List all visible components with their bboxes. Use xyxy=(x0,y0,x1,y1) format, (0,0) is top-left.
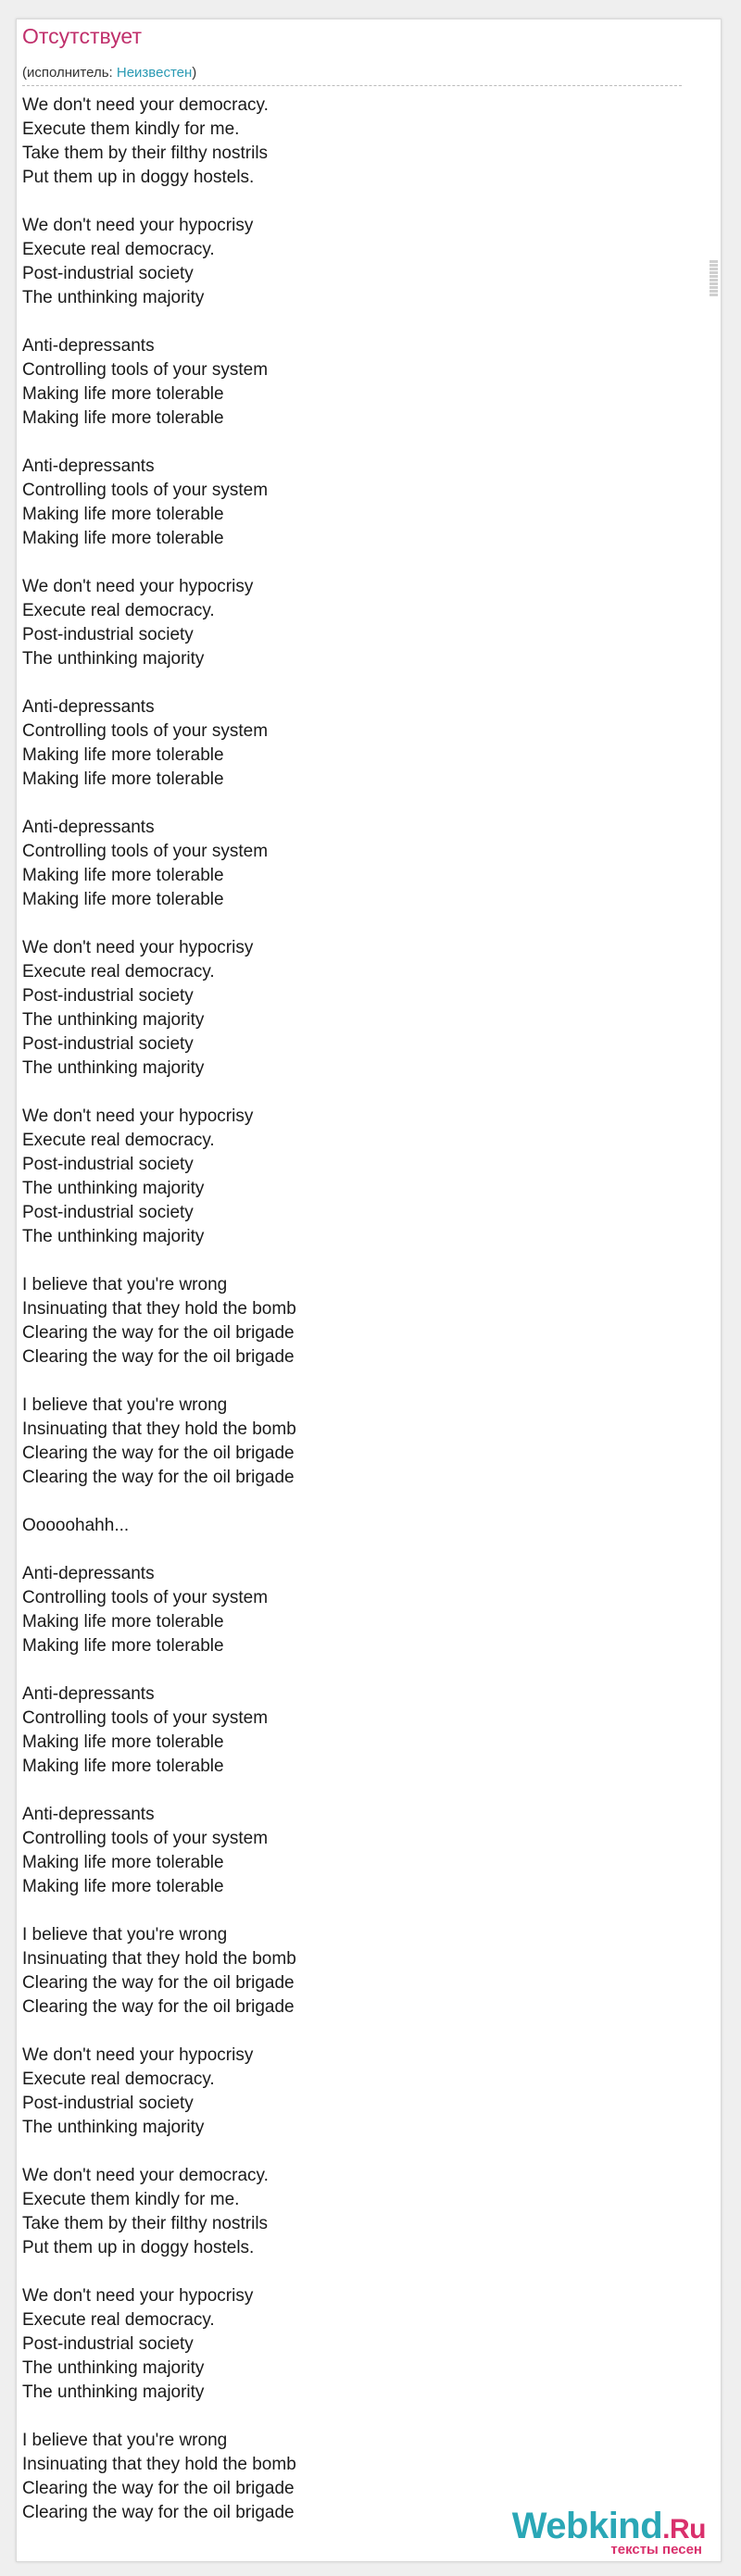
page-edge-tick xyxy=(710,264,718,267)
logo-tagline: тексты песен xyxy=(610,2542,702,2557)
lyric-line: Controlling tools of your system xyxy=(22,1708,269,1728)
lyric-line: Controlling tools of your system xyxy=(22,1829,269,1848)
title-divider xyxy=(22,85,682,86)
lyric-line: Making life more tolerable xyxy=(22,866,224,885)
lyric-line: We don't need your hypocrisy xyxy=(22,938,254,957)
lyric-line: Anti-depressants xyxy=(22,456,155,476)
lyrics-stanza xyxy=(22,2284,682,2405)
lyric-line: Making life more tolerable xyxy=(22,769,224,789)
lyric-line: Clearing the way for the oil brigade xyxy=(22,1973,295,1993)
lyric-line: Making life more tolerable xyxy=(22,505,224,524)
lyric-line: Anti-depressants xyxy=(22,1805,155,1824)
logo-tld: .Ru xyxy=(662,2514,706,2545)
lyrics-stanza xyxy=(22,94,682,190)
page-edge-tick xyxy=(710,294,718,296)
lyric-line: Clearing the way for the oil brigade xyxy=(22,1468,295,1487)
lyrics-stanza xyxy=(22,1923,682,2020)
artist-line xyxy=(22,64,196,82)
lyric-line: The unthinking majority xyxy=(22,1227,205,1246)
lyric-line: Making life more tolerable xyxy=(22,1636,224,1656)
lyrics-stanza xyxy=(22,334,682,431)
lyric-line: Insinuating that they hold the bomb xyxy=(22,1419,296,1439)
lyric-line: I believe that you're wrong xyxy=(22,1395,228,1415)
logo-main-text: Webkind xyxy=(511,2506,663,2546)
lyrics-stanza xyxy=(22,214,682,310)
lyrics-stanza xyxy=(22,695,682,792)
lyric-line: Controlling tools of your system xyxy=(22,842,269,861)
lyric-line: Insinuating that they hold the bomb xyxy=(22,1299,296,1319)
lyric-line: Clearing the way for the oil brigade xyxy=(22,1444,295,1463)
lyric-line: We don't need your hypocrisy xyxy=(22,1107,254,1126)
lyric-line: Execute real democracy. xyxy=(22,2310,215,2330)
lyric-line: I believe that you're wrong xyxy=(22,1275,228,1294)
lyric-line: Making life more tolerable xyxy=(22,1877,224,1896)
artist-prefix: (исполнитель: xyxy=(22,65,117,81)
lyric-line: We don't need your hypocrisy xyxy=(22,577,254,596)
lyric-line: Making life more tolerable xyxy=(22,408,224,428)
site-logo[interactable] xyxy=(511,2504,722,2559)
artist-link[interactable]: Неизвестен xyxy=(116,65,193,81)
lyric-line: The unthinking majority xyxy=(22,2358,205,2378)
lyric-line: The unthinking majority xyxy=(22,2118,205,2137)
page-edge-tick xyxy=(710,290,718,293)
lyric-line: Post-industrial society xyxy=(22,2094,194,2113)
lyric-line: Post-industrial society xyxy=(22,625,194,644)
lyric-line: We don't need your democracy. xyxy=(22,2166,269,2185)
lyric-line: The unthinking majority xyxy=(22,1179,205,1198)
artist-suffix: ) xyxy=(192,65,197,81)
lyric-line: We don't need your hypocrisy xyxy=(22,2045,254,2065)
lyric-line: Anti-depressants xyxy=(22,1564,155,1583)
lyric-line: Making life more tolerable xyxy=(22,745,224,765)
lyric-line: Put them up in doggy hostels. xyxy=(22,168,255,187)
page-edge-tick xyxy=(710,268,718,270)
lyric-line: Making life more tolerable xyxy=(22,1757,224,1776)
lyric-line: Ooooohahh... xyxy=(22,1516,130,1535)
lyric-line: Making life more tolerable xyxy=(22,1612,224,1632)
song-title: Отсутствует xyxy=(22,24,142,48)
lyric-line: Post-industrial society xyxy=(22,1034,194,1054)
lyrics-stanza xyxy=(22,936,682,1081)
lyrics-body xyxy=(22,94,682,2525)
lyrics-stanza xyxy=(22,1394,682,1490)
lyric-line: Controlling tools of your system xyxy=(22,721,269,741)
page-edge-tick xyxy=(710,271,718,274)
lyric-line: We don't need your hypocrisy xyxy=(22,216,254,235)
lyric-line: Controlling tools of your system xyxy=(22,360,269,380)
lyrics-stanza xyxy=(22,2164,682,2260)
page-edge-tick xyxy=(710,279,718,281)
page-edge-tick xyxy=(710,282,718,285)
lyric-line: Clearing the way for the oil brigade xyxy=(22,1347,295,1367)
lyric-line: Anti-depressants xyxy=(22,697,155,717)
lyrics-stanza xyxy=(22,1803,682,1899)
lyrics-stanza xyxy=(22,1562,682,1658)
lyric-line: I believe that you're wrong xyxy=(22,1925,228,1945)
lyric-line: Insinuating that they hold the bomb xyxy=(22,2455,296,2474)
lyric-line: Making life more tolerable xyxy=(22,384,224,404)
lyrics-stanza xyxy=(22,1514,682,1538)
lyric-line: Execute real democracy. xyxy=(22,2070,215,2089)
page-edge-tick xyxy=(710,275,718,278)
lyric-line: We don't need your democracy. xyxy=(22,95,269,115)
lyrics-stanza xyxy=(22,2044,682,2140)
lyric-line: The unthinking majority xyxy=(22,288,205,307)
lyric-line: Take them by their filthy nostrils xyxy=(22,144,269,163)
lyric-line: Making life more tolerable xyxy=(22,1732,224,1752)
lyrics-stanza xyxy=(22,455,682,551)
lyric-line: Controlling tools of your system xyxy=(22,1588,269,1607)
lyric-line: Post-industrial society xyxy=(22,1203,194,1222)
lyrics-stanza xyxy=(22,1273,682,1369)
lyric-line: Making life more tolerable xyxy=(22,890,224,909)
lyric-line: Anti-depressants xyxy=(22,336,155,356)
lyric-line: Execute real democracy. xyxy=(22,1131,215,1150)
lyric-line: Execute real democracy. xyxy=(22,240,215,259)
lyric-line: The unthinking majority xyxy=(22,2382,205,2402)
lyric-line: Controlling tools of your system xyxy=(22,481,269,500)
lyric-line: Put them up in doggy hostels. xyxy=(22,2238,255,2257)
lyric-line: Clearing the way for the oil brigade xyxy=(22,2503,295,2522)
lyrics-stanza xyxy=(22,1682,682,1779)
lyric-line: Anti-depressants xyxy=(22,818,155,837)
lyric-line: Making life more tolerable xyxy=(22,529,224,548)
lyric-line: Post-industrial society xyxy=(22,1155,194,1174)
lyric-line: Anti-depressants xyxy=(22,1684,155,1704)
lyric-line: The unthinking majority xyxy=(22,649,205,669)
lyric-line: We don't need your hypocrisy xyxy=(22,2286,254,2306)
lyric-line: Post-industrial society xyxy=(22,2334,194,2354)
lyric-line: I believe that you're wrong xyxy=(22,2431,228,2450)
lyric-line: Clearing the way for the oil brigade xyxy=(22,1997,295,2017)
lyric-line: Execute them kindly for me. xyxy=(22,119,240,139)
lyric-line: Take them by their filthy nostrils xyxy=(22,2214,269,2233)
page-edge-tick xyxy=(710,260,718,263)
lyrics-stanza xyxy=(22,1105,682,1249)
lyric-line: Execute real democracy. xyxy=(22,601,215,620)
page-edge-tick xyxy=(710,286,718,289)
lyric-line: Making life more tolerable xyxy=(22,1853,224,1872)
lyrics-stanza xyxy=(22,816,682,912)
lyric-line: Execute them kindly for me. xyxy=(22,2190,240,2209)
lyric-line: Post-industrial society xyxy=(22,986,194,1006)
lyric-line: Clearing the way for the oil brigade xyxy=(22,2479,295,2498)
lyric-line: The unthinking majority xyxy=(22,1058,205,1078)
lyric-line: The unthinking majority xyxy=(22,1010,205,1030)
lyrics-stanza xyxy=(22,575,682,671)
lyric-line: Execute real democracy. xyxy=(22,962,215,982)
lyric-line: Post-industrial society xyxy=(22,264,194,283)
lyric-line: Clearing the way for the oil brigade xyxy=(22,1323,295,1343)
lyric-line: Insinuating that they hold the bomb xyxy=(22,1949,296,1969)
